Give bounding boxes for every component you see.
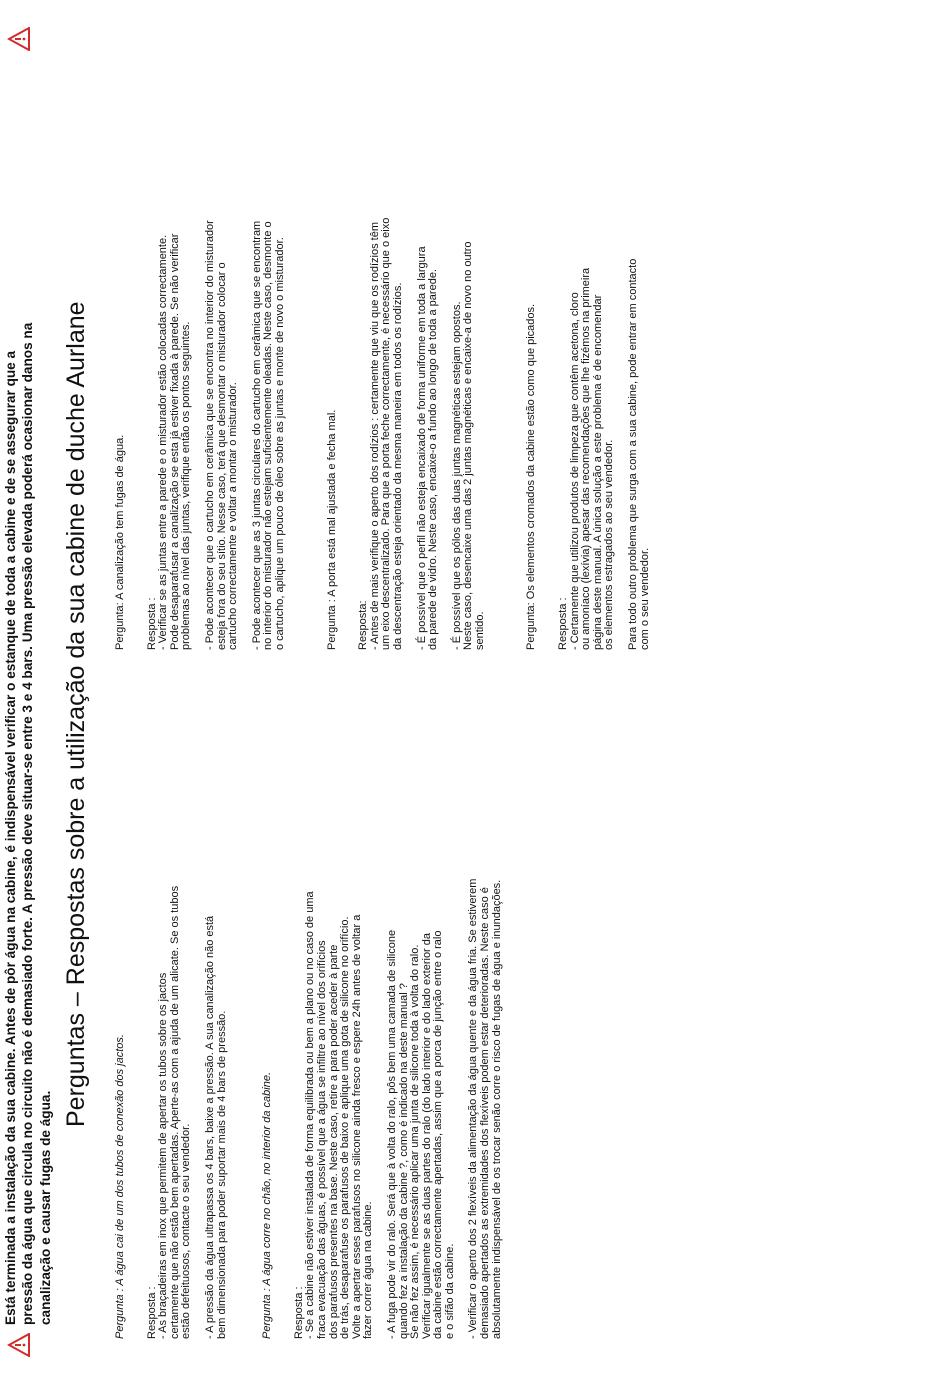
answer-paragraph: - Verificar se as juntas entre a parede e o misturador estão colocadas correctamente. Pode desaparafusar a canalização se esta já estiver fixada à parede. Se não verificar problemas ao nível das juntas, verifique então os pontos seguintes.	[157, 233, 193, 650]
answer-heading: Resposta:	[357, 600, 370, 650]
warning-line-3: canalização e causar fugas de água.	[38, 1090, 53, 1325]
answer-heading: Resposta :	[292, 1286, 305, 1339]
right-column	[115, 130, 663, 650]
answer-heading: Resposta :	[145, 597, 158, 650]
answer-paragraph: Para todo outro problema que surga com a sua cabine, pode entrar em contacto com o seu vendedor.	[627, 258, 651, 650]
question-1: Pergunta : A água cai de um dos tubos de conexão dos jactos.	[114, 1034, 126, 1339]
answer-paragraph: - Certamente que utilizou produtos de limpeza que contêm acetona, cloro ou amoníaco (lexívia) apesar das recomendações que lhe fizémos na primeira página deste manual. A única solução a este problema é de encomendar os elementos estragados ao seu vendedor.	[568, 267, 616, 650]
answer-paragraph: - Pode acontecer que as 3 juntas circulares do cartucho em cerâmica que se encontram no interior do misturador não estejam suficientemente oleadas. Neste caso, desmonte o o cartucho, aplique um pouco de óleo sobre as juntas e monte de novo o misturador.	[250, 220, 286, 650]
warning-line-1: Está terminada a instalação da sua cabine. Antes de pôr água na cabine, é indispensável verificar o estanque de toda a cabine e de se assegurar que a	[3, 350, 18, 1325]
question-4: Pergunta : A porta está mal ajustada e fecha mal.	[325, 409, 338, 650]
answer-paragraph: - Antes de mais verifique o aperto dos rodízios : certamente que viu que os rodízios têm um eixo descentralizado. Para que a porta feche correctamente, é necessário que o eixo da descentração esteja orientado da mesma maneira em todos os rodízios.	[368, 217, 404, 650]
left-column	[115, 799, 515, 1339]
answer-heading: Resposta :	[557, 597, 570, 650]
answer-paragraph: - É possível que o perfil não esteja encaixado de forma uniforme em toda a largura da parede de vidro. Neste caso, encaixe-o a fundo ao longo de toda a parede.	[415, 246, 440, 650]
question-3: Pergunta: A canalização tem fugas de água.	[114, 434, 126, 650]
answer-paragraph: - Pode acontecer que o cartucho em cerâmica que se encontra no interior do misturador esteja fora do seu sítio. Nesse caso, terá que desmontar o misturador colocar o cartucho correctamente e voltar a montar o misturador.	[203, 220, 240, 650]
answer-paragraph: - É possível que os pólos das duas juntas magnéticas estejam opostos. Neste caso, desencaixe uma das 2 juntas magnéticas e encaixe-a de novo no outro sentido.	[450, 241, 486, 650]
answer-paragraph: - A pressão da água ultrapassa os 4 bars, baixe a pressão. A sua canalização não está bem dimensionada para poder suportar mais de 4 bars de pressão.	[203, 915, 228, 1339]
question-2: Pergunta : A água corre no chão, no interior da cabine.	[261, 1071, 274, 1339]
question-5: Pergunta: Os elementos cromados da cabine estão como que picados.	[525, 303, 538, 650]
warning-triangle-icon	[7, 1333, 31, 1357]
answer-paragraph: - A fuga pode vir do ralo. Será que à volta do ralo, pôs bem uma camada de silicone quando fez a instalação da cabine ?, como é indicado na deste manual ? Se não fez assim, é necessário aplicar uma junta de silicone toda à volta do ralo. Verificar igualmente se as duas partes do ralo (do lado interior e do lado exterior da da cabine estão correctamente apertadas, assim que a porca de junção entre o ralo e o sifão da cabine.	[385, 929, 456, 1339]
warning-line-2: pressão da água que circula no circuito não é demasiado forte. A pressão deve situar-se entre 3 e 4 bars. Uma pressão elevada poderá ocasionar danos na	[20, 322, 35, 1325]
page-title: Perguntas – Respostas sobre a utilização da sua cabine de duche Aurlane	[62, 301, 90, 1127]
answer-paragraph: - As braçadeiras em inox que permitem de apertar os tubos sobre os jactos certamente que não estão bem apertadas. Aperte-as com a ajuda de um alicate. Se os tubos estão defeituosos, contacte o seu vendedor.	[157, 885, 193, 1339]
answer-paragraph: - Verificar o aperto dos 2 flexíveis da alimentação da água quente e da água fria. Se estiverem demasiado apertados as extremidades dos flexíveis podem estar deterioradas. Neste caso é absolutamente indispensável de os trocar senão corre o risco de fugas de água e inundações.	[467, 878, 503, 1339]
answer-paragraph: - Se a cabine não estiver instalada de forma equilibrada ou bem a plano ou no caso de uma fraca evacuação das águas, é possível que a água se infiltre ao nível dos orifícios dos parafusos presentes na base. Neste caso, retire a para poder aceder à parte de trás, desaparafuse os parafusos de baixo e aplique uma gota de silicone no orifício. Volte a apertar esses parafusos no silicone ainda fresco e espere 24h antes de voltar a fazer correr água na cabine.	[304, 891, 375, 1339]
answer-heading: Resposta :	[145, 1286, 158, 1339]
